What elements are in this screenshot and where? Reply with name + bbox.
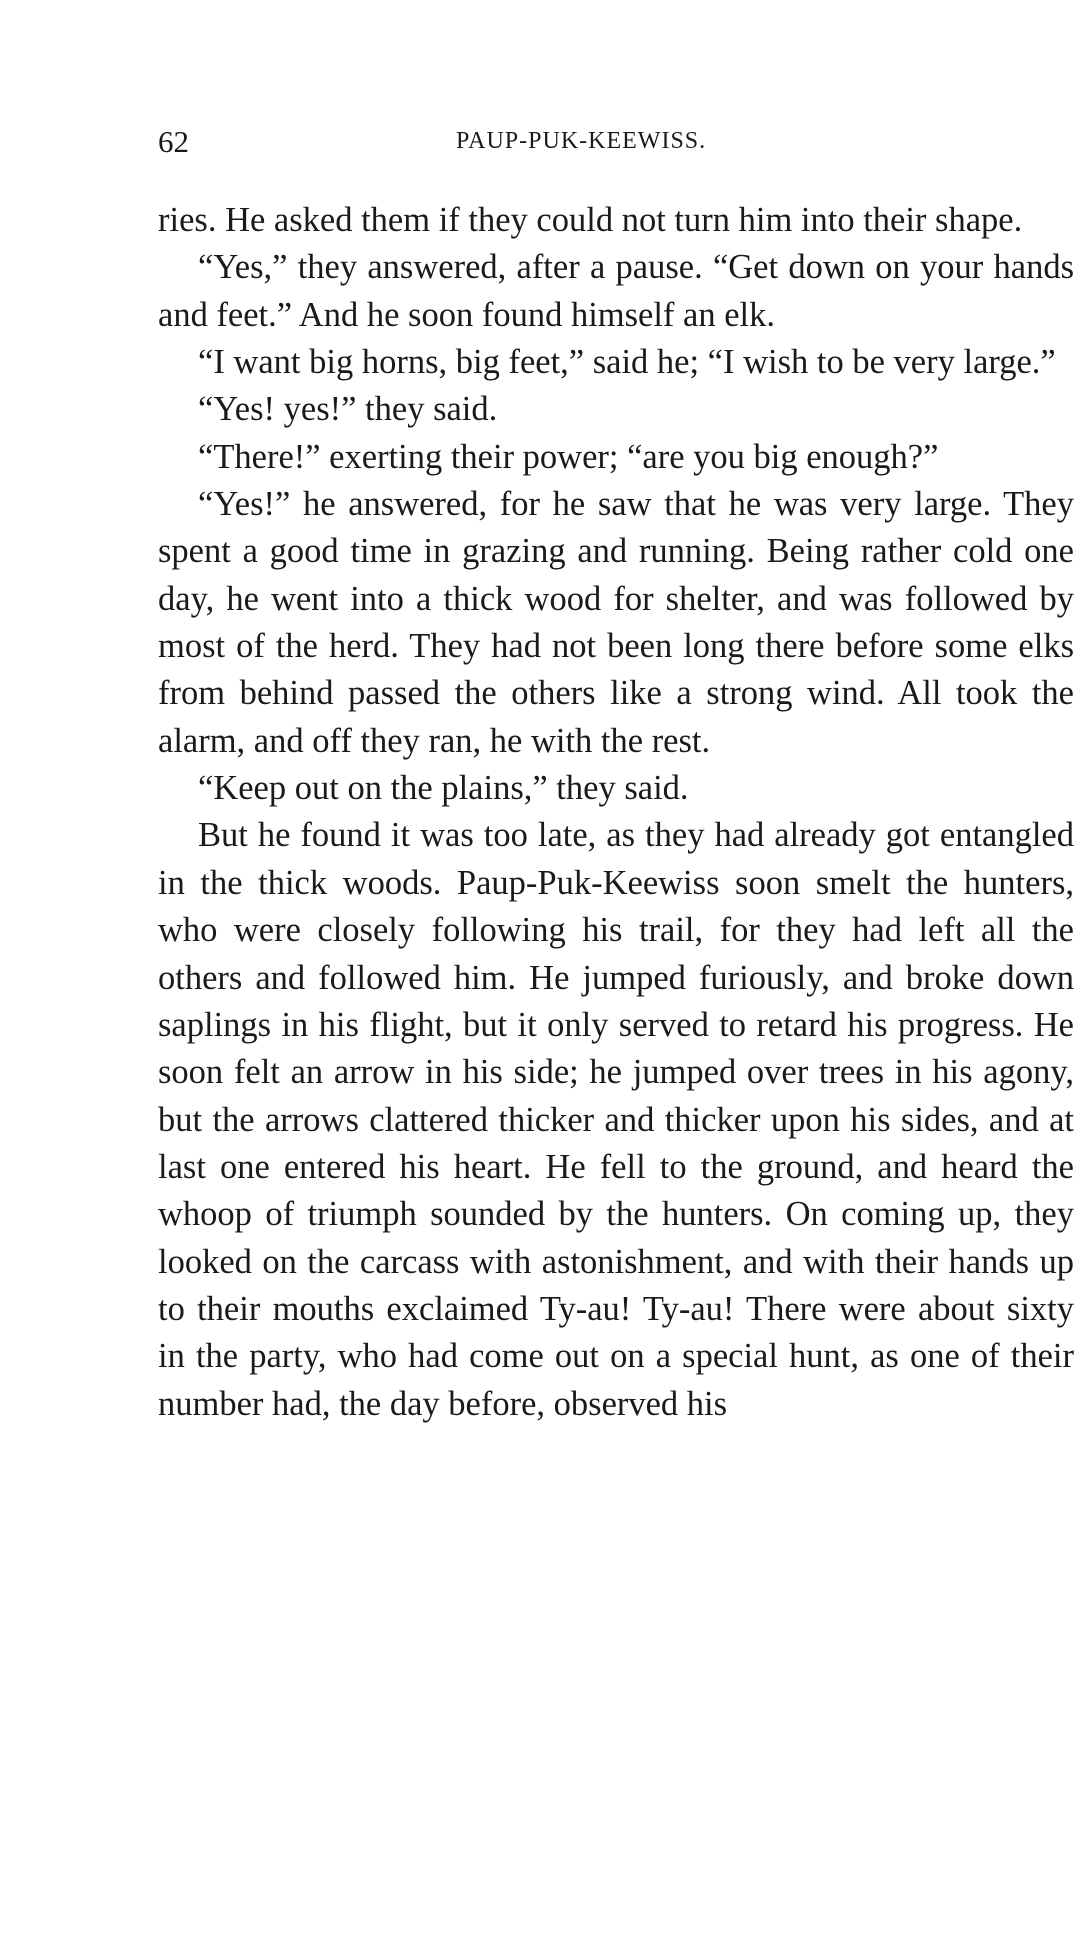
paragraph-7: “Keep out on the plains,” they said. [198,769,689,808]
paragraph-6: “Yes!” he answered, for he saw that he was very large. They spent a good time in grazing and running. Being rather cold one day, he went into a thick wood for shelter, and was followed by most of the herd. They had not been long there before some elks from behind passed the others like a strong wind. All took the alarm, and off they ran, he with the rest. [158,485,1074,760]
paragraph-1: ries. He asked them if they could not turn him into their shape. [158,201,1023,239]
running-head [158,118,1074,158]
paragraph-3: “I want big horns, big feet,” said he; “I wish to be very large.” [198,343,1056,382]
page-number: 62 [158,124,189,159]
body-text [158,197,1074,1428]
paragraph-5: “There!” exerting their power; “are you big enough?” [198,437,939,476]
running-title: PAUP-PUK-KEEWISS. [456,128,707,154]
paragraph-8: But he found it was too late, as they had already got entangled in the thick woods. Paup-Puk-Keewiss soon smelt the hunters, who were closely following his trail, for they had left all the others and followed him. He jumped furiously, and broke down saplings in his flight, but it only served to retard his progress. He soon felt an arrow in his side; he jumped over trees in his agony, but the arrows clattered thicker and thicker upon his sides, and at last one entered his heart. He fell to the ground, and heard the whoop of triumph sounded by the hunters. On coming up, they looked on the carcass with astonishment, and with their hands up to their mouths exclaimed Ty-au! Ty-au! There were about sixty in the party, who had come out on a special hunt, as one of their number had, the day before, observed his [158,816,1074,1423]
paragraph-4: “Yes! yes!” they said. [198,390,498,429]
paragraph-2: “Yes,” they answered, after a pause. “Get down on your hands and feet.” And he soon found himself an elk. [158,248,1074,334]
